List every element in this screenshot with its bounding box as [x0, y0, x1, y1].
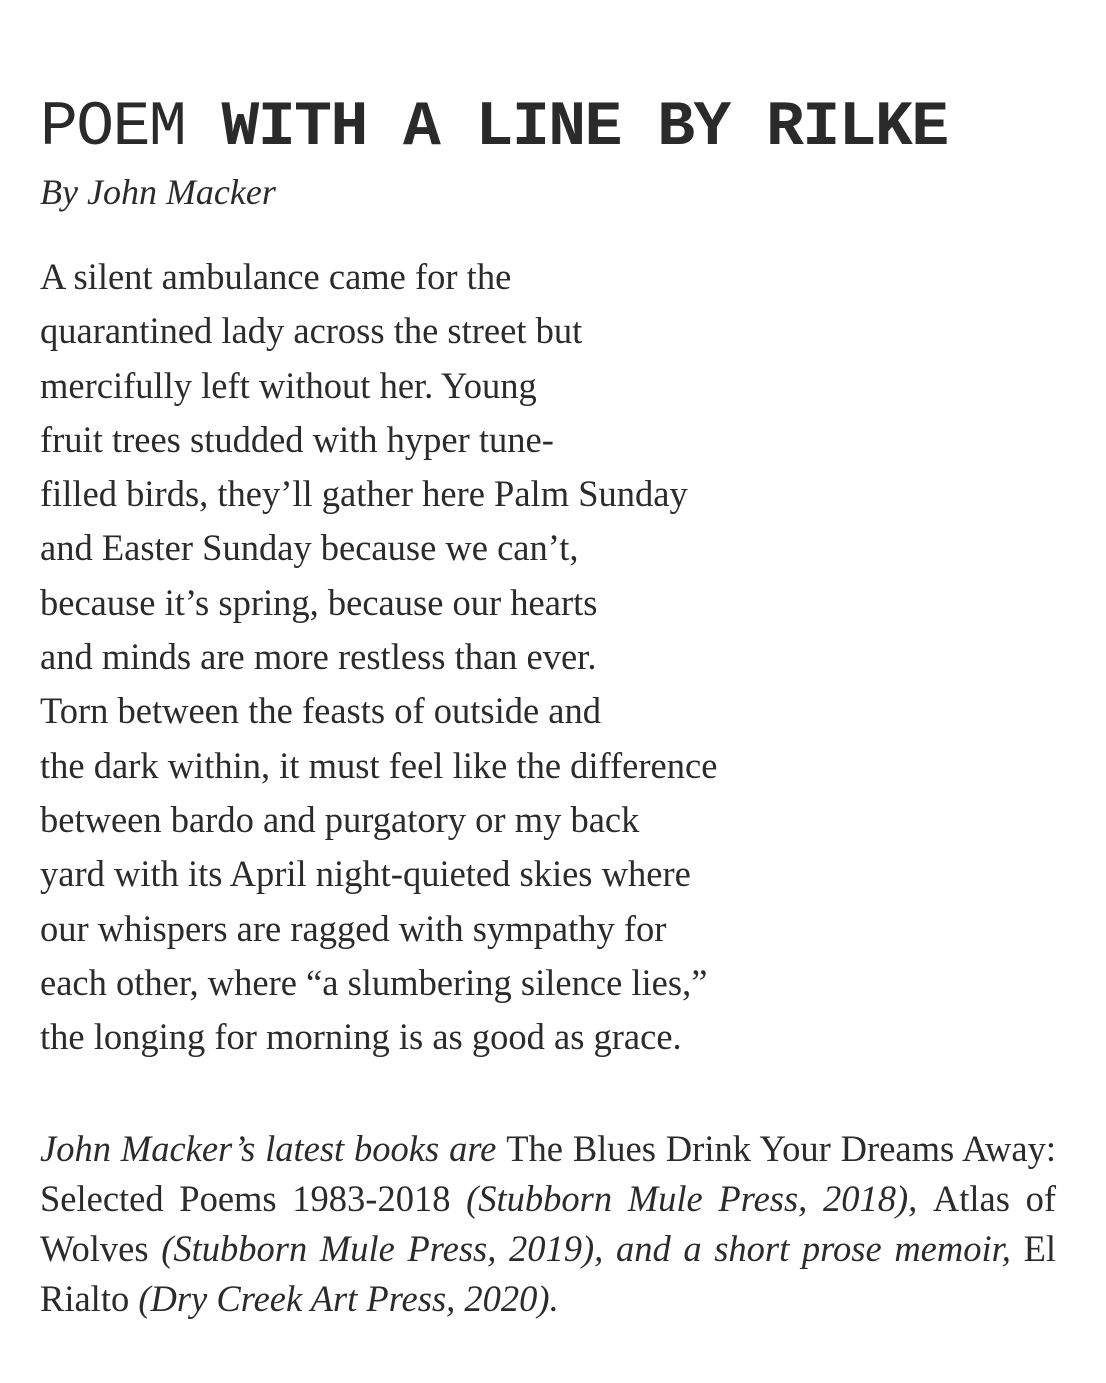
poem-line: Torn between the feasts of outside and: [40, 690, 601, 732]
poem-line: our whispers are ragged with sympathy for: [40, 907, 667, 949]
poem-line: quarantined lady across the street but: [40, 310, 583, 352]
bio-publisher-1: (Stubborn Mule Press, 2018),: [450, 1178, 933, 1220]
author-bio: [40, 1124, 1056, 1324]
bio-publisher-2: (Stubborn Mule Press, 2019), and a short prose memoir,: [148, 1228, 1024, 1270]
author-byline: By John Macker: [40, 172, 276, 212]
poem-body: [40, 250, 1070, 1064]
poem-line: and Easter Sunday because we can’t,: [40, 527, 579, 569]
bio-intro: John Macker’s latest books are: [40, 1128, 507, 1170]
poem-line: filled birds, they’ll gather here Palm Sunday: [40, 473, 688, 515]
bio-book-title-3: El Rialto: [40, 1228, 1056, 1320]
poem-line: because it’s spring, because our hearts: [40, 581, 598, 623]
poem-line: A silent ambulance came for the: [40, 256, 512, 297]
poem-title-part-2: WITH A LINE BY RILKE: [221, 92, 948, 163]
article: [40, 88, 1070, 1324]
bio-book-title-1: The Blues Drink Your Dreams Away: Selected Poems 1983-2018: [40, 1128, 1056, 1220]
poem-line: yard with its April night-quieted skies where: [40, 853, 691, 895]
poem-line: fruit trees studded with hyper tune-: [40, 418, 554, 460]
poem-line: between bardo and purgatory or my back: [40, 798, 640, 840]
poem-title-part-1: POEM: [40, 92, 222, 163]
poem-line: the longing for morning is as good as grace.: [40, 1016, 682, 1058]
poem-line: each other, where “a slumbering silence lies,”: [40, 961, 708, 1003]
poem-line: and minds are more restless than ever.: [40, 636, 597, 678]
bio-book-title-2: Atlas of Wolves: [40, 1178, 1056, 1270]
poem-line: mercifully left without her. Young: [40, 364, 537, 406]
bio-publisher-3: (Dry Creek Art Press, 2020).: [129, 1278, 559, 1320]
poem-line: the dark within, it must feel like the difference: [40, 744, 718, 786]
poem-title: [40, 88, 1070, 168]
